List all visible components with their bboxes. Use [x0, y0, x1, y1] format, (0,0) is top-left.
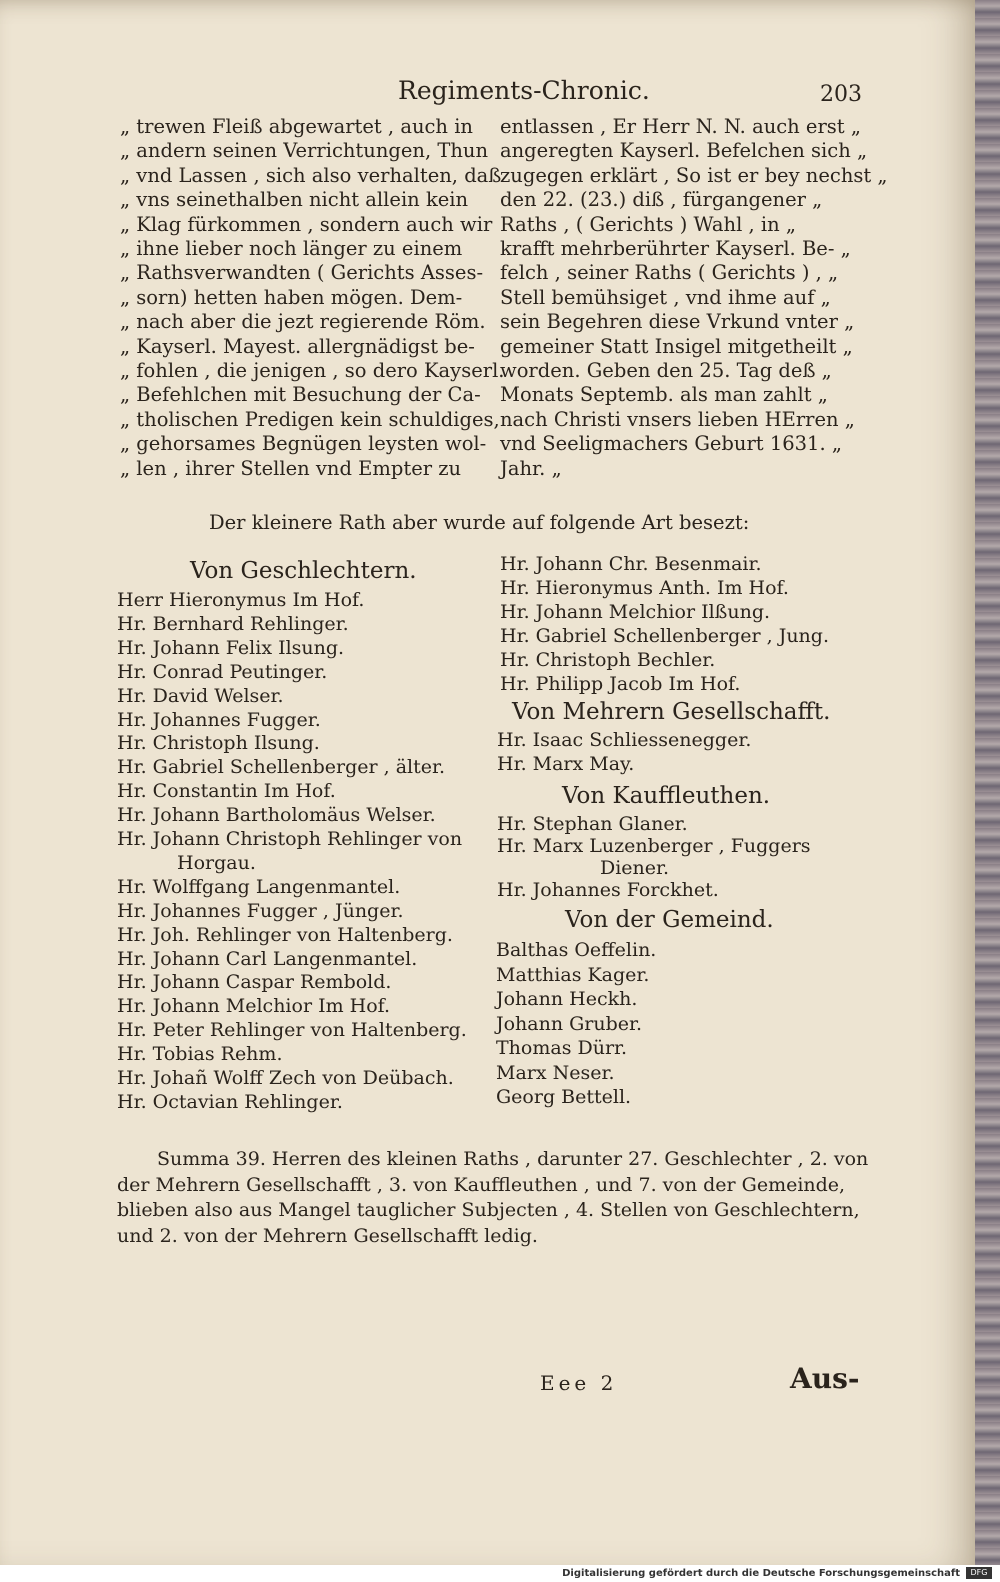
name-item: Hr. Hieronymus Anth. Im Hof. — [500, 577, 789, 599]
body-line: entlassen , Er Herr N. N. auch erst „ — [500, 115, 861, 138]
name-item: Johann Heckh. — [496, 988, 638, 1010]
name-item: Hr. Stephan Glaner. — [497, 813, 688, 835]
name-item: Hr. Octavian Rehlinger. — [117, 1090, 343, 1113]
name-item: Hr. Johann Melchior Im Hof. — [117, 995, 391, 1018]
body-line: worden. Geben den 25. Tag deß „ — [500, 359, 832, 382]
name-item: Georg Bettell. — [496, 1086, 632, 1108]
name-item: Hr. Bernhard Rehlinger. — [117, 612, 349, 635]
name-item: Hr. Johann Chr. Besenmair. — [500, 553, 762, 575]
body-line: sein Begehren diese Vrkund vnter „ — [500, 310, 855, 334]
body-line: felch , seiner Raths ( Gerichts ) , „ — [500, 261, 839, 285]
name-item: Hr. Philipp Jacob Im Hof. — [500, 673, 741, 695]
name-item: Herr Hieronymus Im Hof. — [117, 589, 365, 611]
name-item: Marx Neser. — [496, 1061, 615, 1084]
body-line: „ gehorsames Begnügen leysten wol- — [120, 432, 487, 456]
body-line: vnd Seeligmachers Geburt 1631. „ — [500, 432, 842, 456]
body-line: „ Klag fürkommen , sondern auch wir — [120, 212, 493, 236]
running-title: Regiments-Chronic. — [398, 76, 650, 105]
body-line: „ ihne lieber noch länger zu einem — [120, 237, 463, 260]
name-item: Hr. Johann Caspar Rembold. — [117, 971, 392, 994]
summa-line: Summa 39. Herren des kleinen Raths , darunter 27. Geschlechter , 2. von — [157, 1148, 869, 1170]
name-item: Hr. Tobias Rehm. — [117, 1043, 283, 1066]
footer-bar — [0, 1565, 1000, 1582]
body-line: „ vnd Lassen , sich also verhalten, daß — [120, 163, 502, 187]
summa-line: und 2. von der Mehrern Gesellschafft ledig. — [117, 1224, 538, 1247]
body-line: „ trewen Fleiß abgewartet , auch in — [120, 115, 473, 138]
body-line: „ fohlen , die jenigen , so dero Kayserl. — [120, 359, 505, 382]
name-item: Hr. Wolffgang Langenmantel. — [117, 875, 401, 898]
name-item: Hr. Johann Bartholomäus Welser. — [117, 804, 436, 827]
body-line: Raths , ( Gerichts ) Wahl , in „ — [500, 212, 797, 236]
body-line: krafft mehrberührter Kayserl. Be- „ — [500, 237, 851, 260]
body-line: „ Befehlchen mit Besuchung der Ca- — [120, 383, 481, 407]
name-item: Hr. Johannes Forckhet. — [497, 879, 719, 901]
heading-mehrern: Von Mehrern Gesellschafft. — [512, 699, 831, 725]
name-item: Hr. Peter Rehlinger von Haltenberg. — [117, 1019, 467, 1042]
body-line: gemeiner Statt Insigel mitgetheilt „ — [500, 334, 853, 358]
page-number: 203 — [820, 82, 862, 107]
name-item: Thomas Dürr. — [496, 1037, 628, 1059]
name-item: Matthias Kager. — [496, 963, 650, 986]
body-line: zugegen erklärt , So ist er bey nechst „ — [500, 163, 888, 187]
body-line: Monats Septemb. als man zahlt „ — [500, 383, 828, 407]
catchword: Aus- — [790, 1362, 860, 1395]
name-item: Hr. Johann Carl Langenmantel. — [117, 947, 418, 970]
name-item: Hr. Johann Felix Ilsung. — [117, 636, 345, 659]
name-item: Hr. Johannes Fugger. — [117, 708, 321, 731]
heading-geschlechter: Von Geschlechtern. — [190, 558, 417, 584]
body-line: angeregten Kayserl. Befelchen sich „ — [500, 139, 868, 163]
body-line: Stell bemühsiget , vnd ihme auf „ — [500, 285, 831, 309]
name-item: Horgau. — [177, 851, 256, 874]
name-item: Hr. David Welser. — [117, 684, 284, 707]
name-item: Hr. Constantin Im Hof. — [117, 780, 336, 803]
body-line: „ tholischen Predigen kein schuldiges, — [120, 407, 500, 431]
name-item: Hr. Gabriel Schellenberger , Jung. — [500, 625, 829, 647]
name-item: Hr. Johannes Fugger , Jünger. — [117, 899, 404, 922]
name-item: Hr. Conrad Peutinger. — [117, 660, 328, 683]
name-item: Hr. Christoph Ilsung. — [117, 732, 320, 755]
body-line: „ vns seinethalben nicht allein kein — [120, 188, 469, 212]
dfg-logo: DFG — [966, 1567, 992, 1579]
name-item: Hr. Joh. Rehlinger von Haltenberg. — [117, 923, 453, 946]
signature-mark: Eee 2 — [540, 1371, 618, 1395]
book-edge — [975, 0, 1000, 1565]
summa-line: der Mehrern Gesellschafft , 3. von Kauffleuthen , und 7. von der Gemeinde, — [117, 1173, 846, 1196]
name-item: Hr. Christoph Bechler. — [500, 649, 716, 671]
body-line: „ andern seinen Verrichtungen, Thun — [120, 139, 489, 163]
name-item: Hr. Marx May. — [497, 753, 635, 775]
body-line: „ sorn) hetten haben mögen. Dem- — [120, 285, 463, 309]
body-line: „ nach aber die jezt regierende Röm. — [120, 310, 486, 334]
body-line: nach Christi vnsers lieben HErren „ — [500, 407, 855, 431]
body-line: Jahr. „ — [500, 456, 562, 480]
name-item: Hr. Isaac Schliessenegger. — [497, 729, 752, 751]
section-line: Der kleinere Rath aber wurde auf folgende Art besezt: — [209, 511, 750, 534]
footer-credit: Digitalisierung gefördert durch die Deutsche Forschungsgemeinschaft — [562, 1568, 960, 1579]
name-item: Hr. Marx Luzenberger , Fuggers — [497, 835, 811, 857]
name-item: Balthas Oeffelin. — [496, 939, 657, 961]
body-line: „ Kayserl. Mayest. allergnädigst be- — [120, 334, 475, 358]
summa-line: blieben also aus Mangel tauglicher Subjecten , 4. Stellen von Geschlechtern, — [117, 1199, 860, 1221]
name-item: Hr. Johañ Wolff Zech von Deübach. — [117, 1067, 454, 1089]
name-item: Hr. Gabriel Schellenberger , älter. — [117, 756, 446, 779]
name-item: Hr. Johann Christoph Rehlinger von — [117, 828, 463, 850]
body-line: „ Rathsverwandten ( Gerichts Asses- — [120, 261, 484, 285]
name-item: Diener. — [600, 857, 670, 879]
heading-gemeind: Von der Gemeind. — [565, 907, 774, 933]
name-item: Johann Gruber. — [496, 1012, 643, 1035]
heading-kauffleuthen: Von Kauffleuthen. — [562, 783, 771, 809]
body-line: „ len , ihrer Stellen vnd Empter zu — [120, 456, 462, 480]
body-line: den 22. (23.) diß , fürgangener „ — [500, 188, 823, 212]
name-item: Hr. Johann Melchior Ilßung. — [500, 601, 771, 623]
